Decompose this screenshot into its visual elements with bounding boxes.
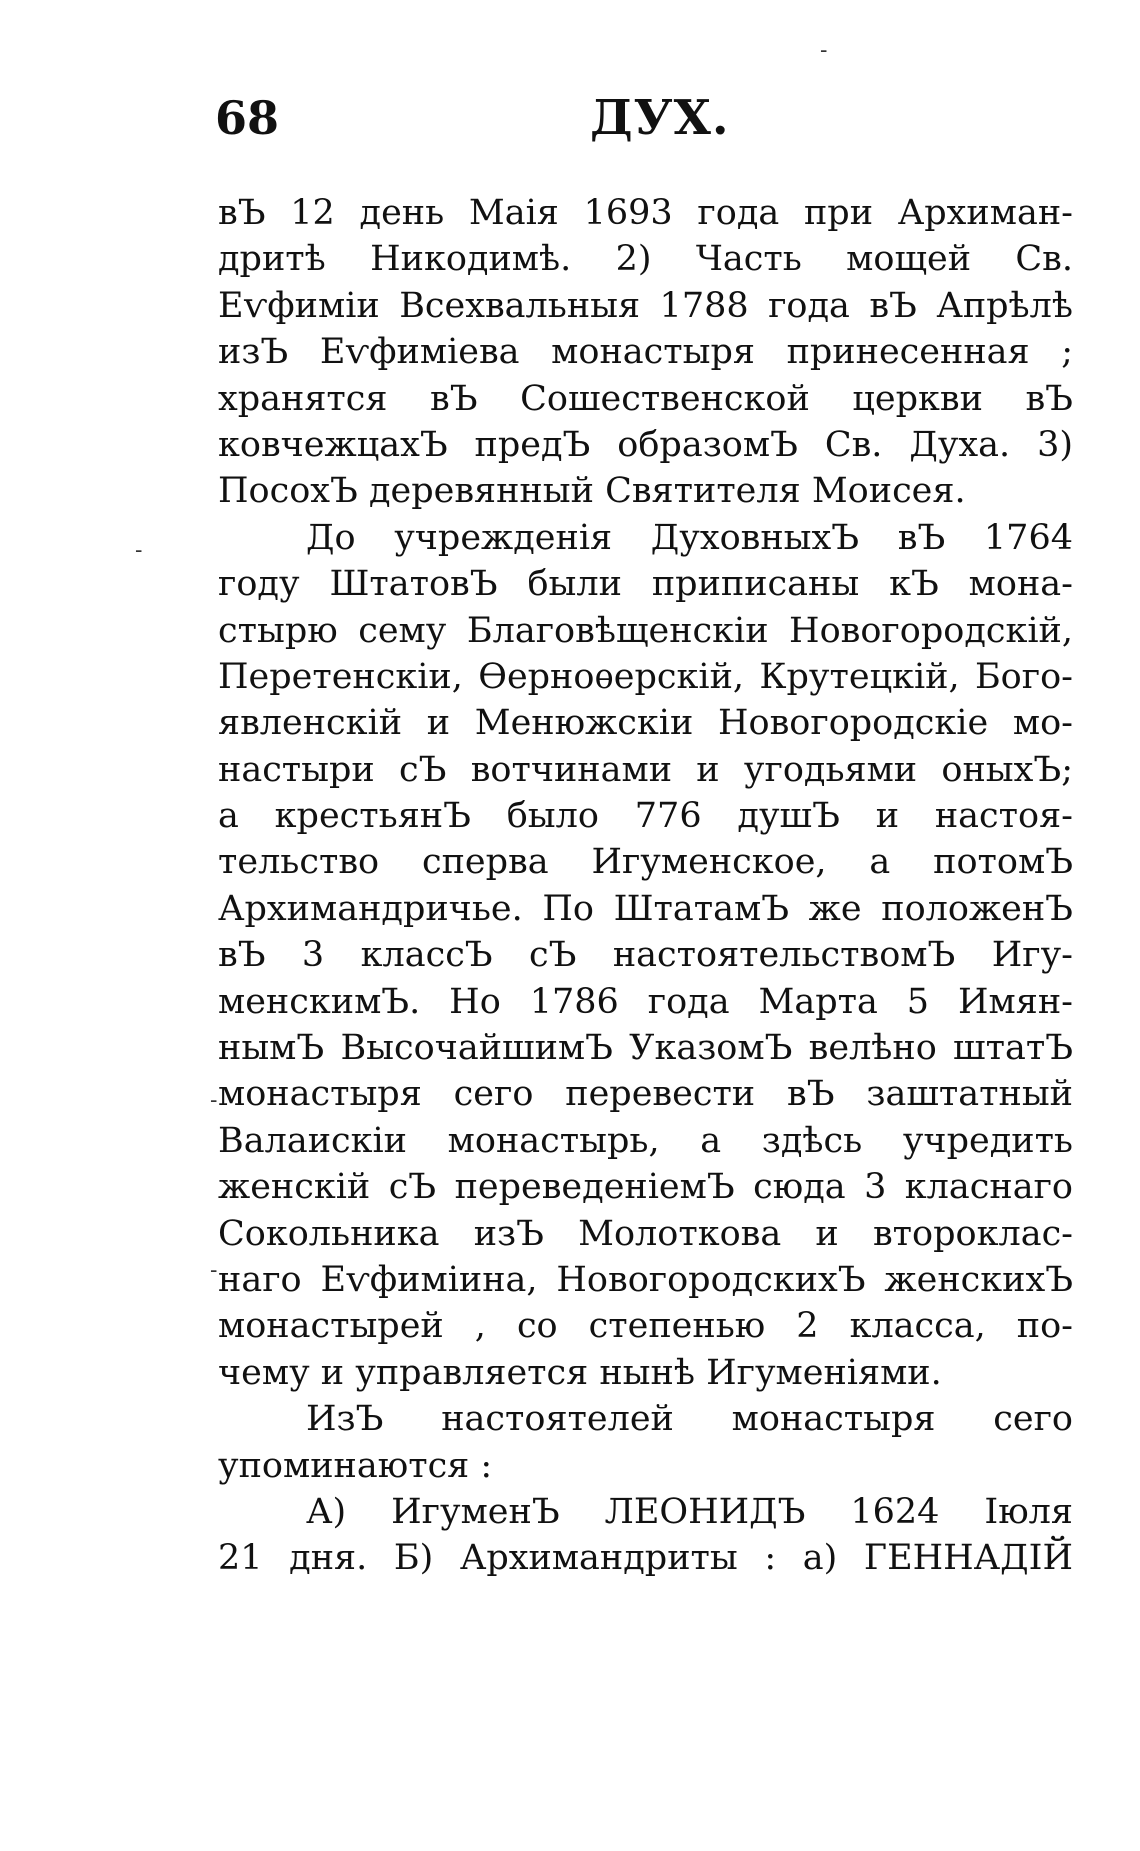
running-title: ДУХ. [590,90,730,146]
text-line: явленскій и Менюжскіи Новогородскіе мо- [218,703,1073,744]
text-line: Архимандричье. По ШтатамЪ же положенЪ [218,888,1073,929]
text-line: вЪ 12 день Маія 1693 года при Архиман- [218,193,1073,233]
text-line: наго Еѵфиміина, НовогородскихЪ женскихЪ [218,1259,1073,1300]
text-line: чему и управляется нынѣ Игуменіями. [218,1352,942,1393]
text-line: году ШтатовЪ были приписаны кЪ мона- [218,564,1073,605]
text-line: настыри сЪ вотчинами и угодьями оныхЪ; [218,749,1073,790]
text-line: ковчежцахЪ предЪ образомЪ Св. Духа. 3) [218,424,1073,465]
text-line: а крестьянЪ было 776 душЪ и настоя- [218,796,1073,837]
text-line: Перетенскіи, Ѳерноѳерскій, Крутецкій, Бого- [218,656,1073,697]
text-line: хранятся вЪ Сошественской церкви вЪ [218,378,1073,419]
stray-mark: - [135,538,143,563]
text-line: изЪ Еѵфиміева монастыря принесенная ; [218,332,1073,373]
text-line: Сокольника изЪ Молоткова и второклас- [218,1213,1073,1254]
stray-mark: - [820,38,828,63]
text-line: ПосохЪ деревянный Святителя Моисея. [218,471,966,512]
text-line: женскій сЪ переведеніемЪ сюда 3 класнаго [218,1167,1073,1208]
body-text [218,190,1073,1582]
text-line: ИзЪ настоятелей монастыря сего [306,1399,1073,1440]
text-line: менскимЪ. Но 1786 года Марта 5 Имян- [218,981,1073,1022]
text-line: До учрежденія ДуховныхЪ вЪ 1764 [306,517,1073,558]
text-line: упоминаются : [218,1445,493,1486]
text-line: нымЪ ВысочайшимЪ УказомЪ велѣно штатЪ [218,1028,1073,1069]
text-line: Еѵфиміи Всехвальныя 1788 года вЪ Апрѣлѣ [218,285,1073,326]
text-line: стырю сему Благовѣщенскіи Новогородскій, [218,610,1073,651]
text-line: Валаискіи монастырь, а здѣсь учредить [218,1120,1073,1161]
text-line: дритѣ Никодимѣ. 2) Часть мощей Св. [218,239,1073,280]
page-number: 68 [215,91,280,145]
text-line: 21 дня. Б) Архимандриты : а) ГЕННАДІЙ [218,1538,1073,1579]
text-line: монастырей , со степенью 2 класса, по- [218,1306,1073,1347]
text-line: вЪ 3 классЪ сЪ настоятельствомЪ Игу- [218,935,1073,976]
stray-mark: - [210,1088,218,1113]
stray-mark: - [210,1258,218,1283]
running-head [215,88,1070,158]
text-line: тельство сперва Игуменское, а потомЪ [218,842,1073,883]
text-line: А) ИгуменЪ ЛЕОНИДЪ 1624 Іюля [306,1491,1073,1532]
text-line: монастыря сего перевести вЪ заштатный [218,1074,1073,1115]
